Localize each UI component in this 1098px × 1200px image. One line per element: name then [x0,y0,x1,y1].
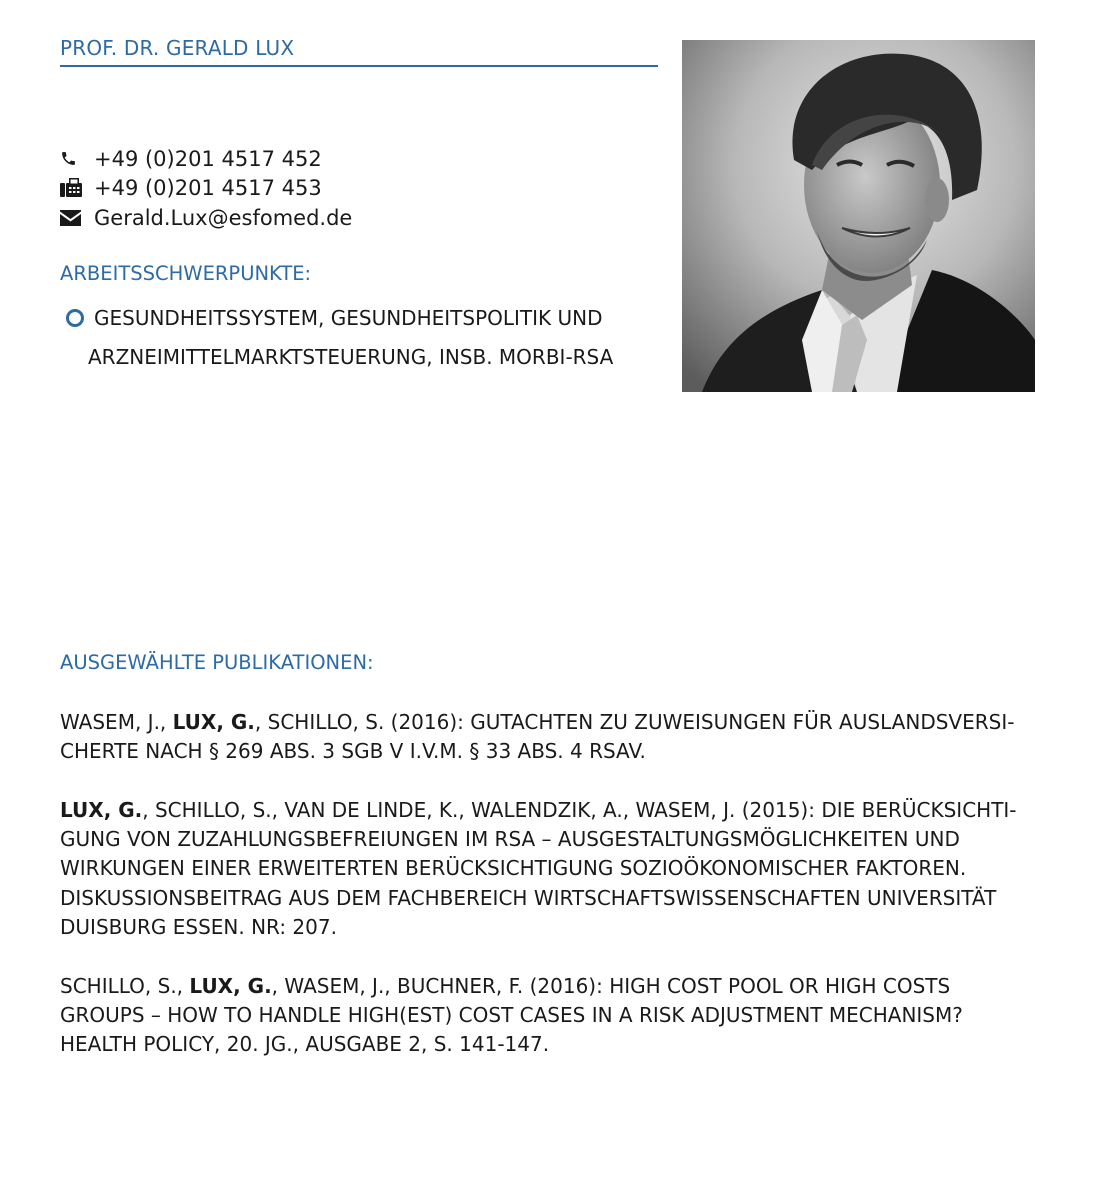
pub-text: DISKUSSIONSBEITRAG AUS DEM FACHBEREICH WIRTSCHAFTSWISSENSCHAFTEN UNIVERSITÄT [60,885,997,910]
focus-item-text: GESUNDHEITSSYSTEM, GESUNDHEITSPOLITIK UND [94,306,603,330]
pub-text: , SCHILLO, S. (2016): GUTACHTEN ZU ZUWEISUNGEN FÜR AUSLANDSVERSI- [254,710,1015,734]
pub-text: WASEM, J., [60,710,173,734]
pub-text: DUISBURG ESSEN. NR: 207. [60,915,337,940]
pub-text: GROUPS – HOW TO HANDLE HIGH(EST) COST CASES IN A RISK ADJUSTMENT MECHANISM? [60,1002,963,1027]
pub-text: , SCHILLO, S., VAN DE LINDE, K., WALENDZIK, A., WASEM, J. (2015): DIE BERÜCKSICHTI- [142,797,1017,822]
pub-text: HEALTH POLICY, 20. JG., AUSGABE 2, S. 141-147. [60,1032,550,1057]
publications-heading: AUSGEWÄHLTE PUBLIKATIONEN: [60,651,374,674]
pub-text: , WASEM, J., BUCHNER, F. (2016): HIGH COST POOL OR HIGH COSTS [271,973,951,998]
phone-row [60,144,352,174]
contact-block [60,144,352,233]
phone-icon [60,150,94,167]
publications-list [60,708,1040,1089]
author-highlight: LUX, G. [189,973,272,998]
envelope-icon [60,210,94,226]
list-item [60,972,1040,1060]
circle-bullet-icon [66,309,84,327]
page-title: PROF. DR. GERALD LUX [60,36,658,67]
pub-text: SCHILLO, S., [60,973,190,998]
focus-item-text-cont: ARZNEIMITTELMARKTSTEUERUNG, INSB. MORBI-RSA [88,345,614,369]
fax-row [60,174,352,204]
pub-text: CHERTE NACH § 269 ABS. 3 SGB V I.V.M. § 33 ABS. 4 RSAV. [60,739,646,764]
list-item [60,796,1040,942]
author-highlight: LUX, G. [172,710,255,734]
email-row [60,203,352,233]
fax-icon [60,178,94,198]
pub-text: GUNG VON ZUZAHLUNGSBEFREIUNGEN IM RSA – AUSGESTALTUNGSMÖGLICHKEITEN UND [60,827,960,852]
list-item [60,708,1040,767]
focus-list [60,300,613,378]
phone-number[interactable]: +49 (0)201 4517 452 [94,146,322,171]
email-link[interactable]: Gerald.Lux@esfomed.de [94,205,353,230]
portrait-photo [682,40,1035,392]
focus-heading: ARBEITSSCHWERPUNKTE: [60,262,312,285]
list-item [60,300,613,378]
fax-number: +49 (0)201 4517 453 [94,176,322,201]
pub-text: WIRKUNGEN EINER ERWEITERTEN BERÜCKSICHTIGUNG SOZIOÖKONOMISCHER FAKTOREN. [60,856,967,881]
author-highlight: LUX, G. [60,797,143,822]
